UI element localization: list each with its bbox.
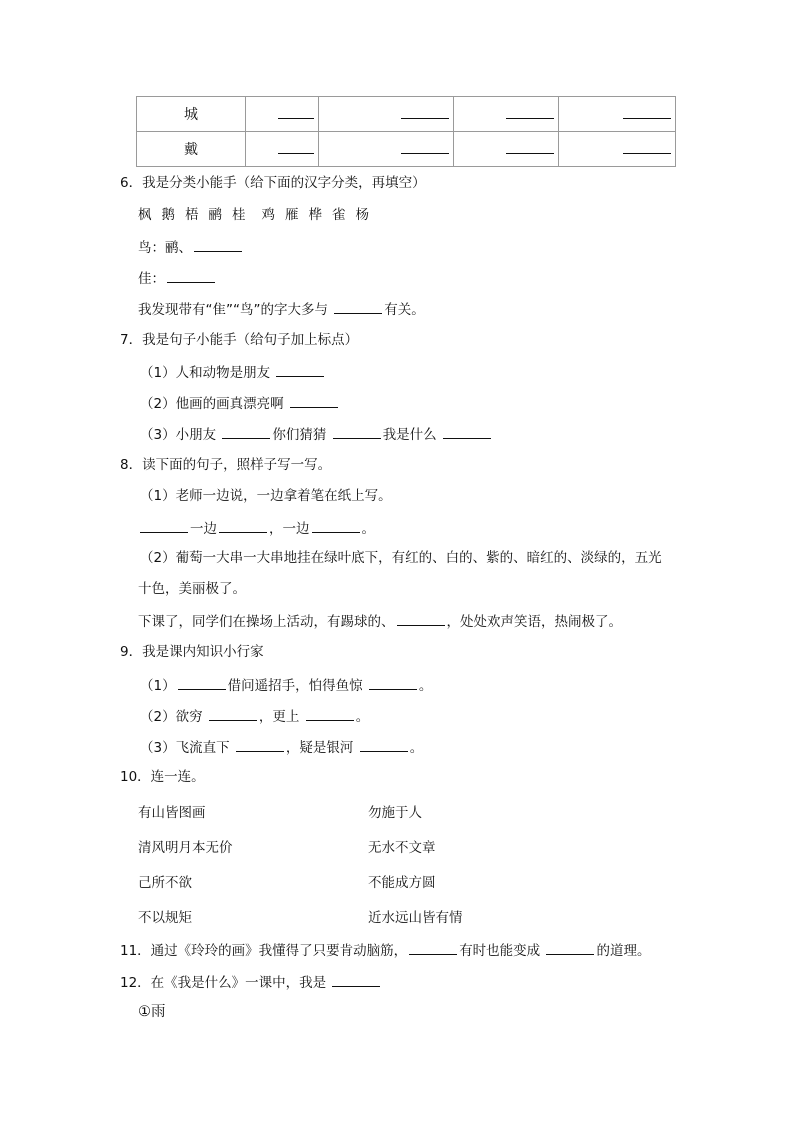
table-row: [137, 132, 676, 167]
q6-char: 枫: [138, 207, 152, 223]
q7-s3-text: （3）小朋友: [140, 427, 217, 443]
answer-blank[interactable]: [222, 424, 270, 439]
q11-text: 11．通过《玲玲的画》我懂得了只要肯动脑筋，: [120, 943, 408, 959]
answer-blank[interactable]: [409, 940, 457, 955]
answer-blank[interactable]: [306, 706, 354, 721]
q6-bird-label: 鸟：鹂、: [138, 240, 192, 256]
q6-char: 鹂: [208, 207, 222, 223]
match-right-item[interactable]: 近水远山皆有情: [368, 910, 463, 926]
q7-s1-text: （1）人和动物是朋友: [140, 365, 271, 381]
q8-example-2-line2: 十色，美丽极了。: [138, 581, 246, 597]
q8-practice-1: [138, 518, 375, 538]
q9-text: 。: [355, 709, 370, 725]
q9-text: 。: [418, 678, 433, 694]
answer-blank[interactable]: [546, 940, 594, 955]
q9-text: ，更上: [258, 709, 300, 725]
q8-p1-text: 一边: [190, 521, 217, 537]
q6-conclusion-end: 有关。: [384, 302, 425, 318]
match-left-item[interactable]: 己所不欲: [138, 875, 192, 891]
q10-title: 10．连一连。: [120, 769, 205, 785]
q11-line: [120, 940, 650, 960]
answer-blank[interactable]: [194, 237, 242, 252]
answer-blank[interactable]: [360, 737, 408, 752]
blank-cell[interactable]: [559, 97, 676, 132]
answer-blank[interactable]: [209, 706, 257, 721]
match-right-item[interactable]: 不能成方圆: [368, 875, 436, 891]
answer-blank[interactable]: [178, 675, 226, 690]
q9-text: ，疑是银河: [285, 740, 354, 756]
q6-bird-row: [138, 237, 244, 257]
blank-cell[interactable]: [246, 132, 319, 167]
answer-blank[interactable]: [167, 268, 215, 283]
q8-p2-text: ，处处欢声笑语，热闹极了。: [446, 614, 622, 630]
q6-char: 桦: [308, 207, 322, 223]
q12-option-1[interactable]: ①雨: [138, 1004, 166, 1020]
match-left-item[interactable]: 清风明月本无价: [138, 840, 233, 856]
q9-text: （2）欲穷: [140, 709, 203, 725]
q7-s3-text: 你们猜猜: [272, 427, 327, 443]
answer-blank[interactable]: [236, 737, 284, 752]
q12-text: 12．在《我是什么》一课中，我是: [120, 975, 327, 991]
q11-text: 的道理。: [596, 943, 651, 959]
q9-text: （1）: [140, 678, 176, 694]
q9-title: 9．我是课内知识小行家: [120, 644, 264, 660]
answer-blank[interactable]: [312, 518, 360, 533]
answer-blank[interactable]: [140, 518, 188, 533]
q9-line-1: [140, 675, 432, 695]
blank-cell[interactable]: [559, 132, 676, 167]
q8-practice-2: [138, 611, 622, 631]
table-row: [137, 97, 676, 132]
q7-sentence-1: [140, 362, 326, 382]
match-left-item[interactable]: 不以规矩: [138, 910, 192, 926]
q6-conclusion-text: 我发现带有“隹”“鸟”的字大多与: [138, 302, 328, 318]
q7-sentence-2: [140, 393, 340, 413]
q7-s2-text: （2）他画的画真漂亮啊: [140, 396, 284, 412]
match-right-item[interactable]: 无水不文章: [368, 840, 436, 856]
blank-cell[interactable]: [319, 132, 454, 167]
q7-s3-text: 我是什么: [382, 427, 437, 443]
answer-blank[interactable]: [397, 611, 445, 626]
q9-text: 借问遥招手，怕得鱼惊: [227, 678, 363, 694]
table-row-char: 城: [137, 97, 246, 132]
q6-jia-label: 佳：: [138, 271, 165, 287]
answer-blank[interactable]: [443, 424, 491, 439]
q8-p1-text: ，一边: [269, 521, 310, 537]
q8-example-1: （1）老师一边说，一边拿着笔在纸上写。: [140, 488, 392, 504]
q8-example-2-line1: （2）葡萄一大串一大串地挂在绿叶底下，有红的、白的、紫的、暗红的、淡绿的，五光: [140, 550, 662, 566]
match-left-item[interactable]: 有山皆图画: [138, 805, 206, 821]
q6-char: 桂: [232, 207, 246, 223]
blank-cell[interactable]: [454, 132, 559, 167]
q6-title: 6．我是分类小能手（给下面的汉字分类，再填空）: [120, 175, 426, 191]
answer-blank[interactable]: [334, 299, 382, 314]
answer-blank[interactable]: [219, 518, 267, 533]
q7-title: 7．我是句子小能手（给句子加上标点）: [120, 332, 359, 348]
q9-line-3: [140, 737, 423, 757]
blank-cell[interactable]: [454, 97, 559, 132]
q6-char: 鸡: [261, 207, 275, 223]
q6-char: 雀: [332, 207, 346, 223]
blank-cell[interactable]: [246, 97, 319, 132]
q11-text: 有时也能变成: [459, 943, 541, 959]
answer-blank[interactable]: [290, 393, 338, 408]
q6-char: 梧: [185, 207, 199, 223]
q9-line-2: [140, 706, 369, 726]
q6-char: 雁: [285, 207, 299, 223]
q6-jia-row: [138, 268, 217, 288]
blank-cell[interactable]: [319, 97, 454, 132]
q6-char: 鹅: [161, 207, 175, 223]
word-table: [136, 96, 676, 167]
answer-blank[interactable]: [333, 424, 381, 439]
q9-text: 。: [409, 740, 424, 756]
q6-char-list: [138, 206, 379, 224]
q6-conclusion: [138, 299, 425, 319]
answer-blank[interactable]: [332, 972, 380, 987]
q6-char: 杨: [355, 207, 369, 223]
q9-text: （3）飞流直下: [140, 740, 230, 756]
q8-title: 8．读下面的句子，照样子写一写。: [120, 457, 332, 473]
q12-line: [120, 972, 382, 992]
table-row-char: 戴: [137, 132, 246, 167]
q7-sentence-3: [140, 424, 493, 444]
answer-blank[interactable]: [369, 675, 417, 690]
q8-p1-text: 。: [361, 521, 375, 537]
match-right-item[interactable]: 勿施于人: [368, 805, 422, 821]
answer-blank[interactable]: [276, 362, 324, 377]
q8-p2-text: 下课了，同学们在操场上活动，有踢球的、: [138, 614, 395, 630]
